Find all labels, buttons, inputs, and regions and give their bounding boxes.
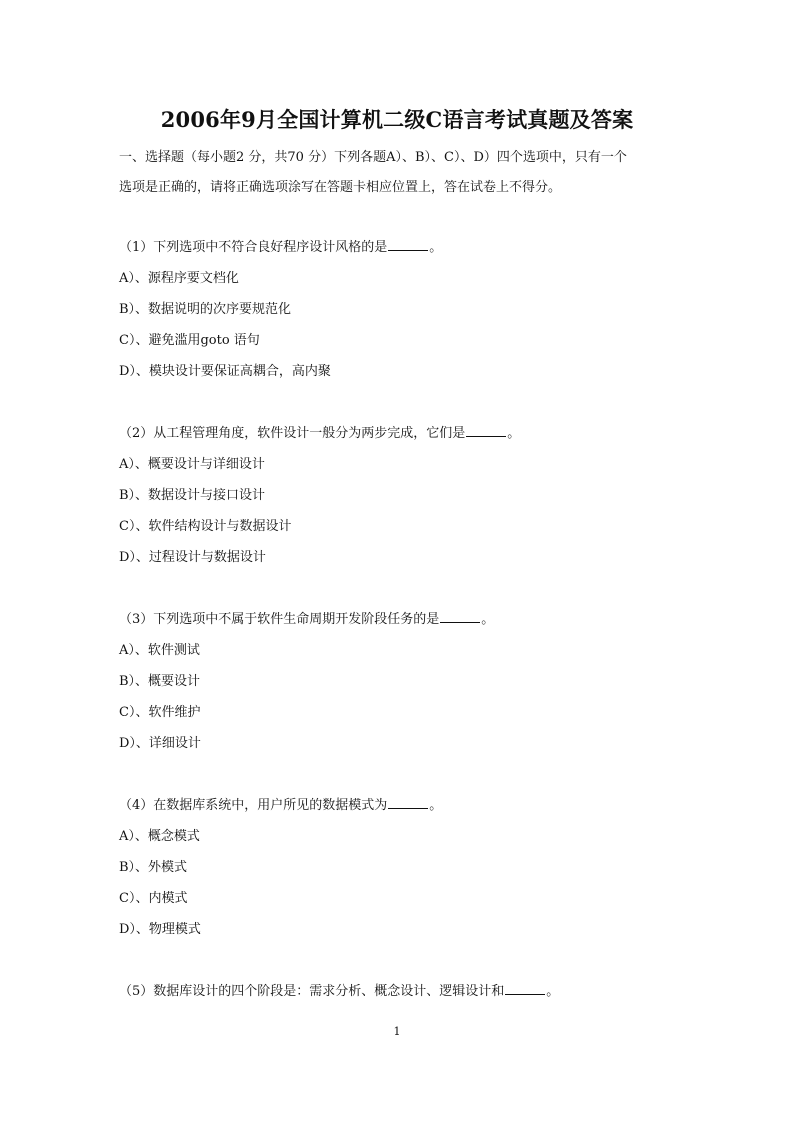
question-text: （2）从工程管理角度，软件设计一般分为两步完成，它们是	[119, 426, 466, 441]
question-5	[119, 976, 679, 1007]
question-stem	[119, 418, 679, 449]
option-a: A）、概念模式	[119, 829, 200, 844]
question-end: 。	[429, 798, 443, 813]
question-text: （5）数据库设计的四个阶段是：需求分析、概念设计、逻辑设计和	[119, 984, 505, 999]
question-stem	[119, 232, 679, 263]
intro-line: 选项是正确的，请将正确选项涂写在答题卡相应位置上，答在试卷上不得分。	[119, 180, 562, 195]
option-d: D）、详细设计	[119, 736, 201, 751]
question-end: 。	[429, 240, 443, 255]
option-c: C）、内模式	[119, 891, 188, 906]
option-b: B）、外模式	[119, 860, 188, 875]
question-text: （3）下列选项中不属于软件生命周期开发阶段任务的是	[119, 612, 440, 627]
answer-blank	[388, 796, 428, 809]
option-b: B）、数据说明的次序要规范化	[119, 302, 292, 317]
option-d: D）、物理模式	[119, 922, 201, 937]
question-1	[119, 232, 679, 387]
answer-blank	[388, 238, 428, 251]
question-list	[119, 232, 679, 1038]
intro-line: 一、选择题（每小题2 分，共70 分）下列各题A）、B）、C）、D）四个选项中，只有一个	[119, 150, 627, 165]
option-c: C）、软件维护	[119, 705, 201, 720]
option-b: B）、概要设计	[119, 674, 201, 689]
question-text: （1）下列选项中不符合良好程序设计风格的是	[119, 240, 388, 255]
question-4	[119, 790, 679, 945]
question-text: （4）在数据库系统中，用户所见的数据模式为	[119, 798, 388, 813]
option-c: C）、避免滥用goto 语句	[119, 333, 260, 348]
section-intro	[119, 143, 689, 203]
page-number: 1	[393, 1025, 401, 1038]
option-a: A）、概要设计与详细设计	[119, 457, 265, 472]
option-c: C）、软件结构设计与数据设计	[119, 519, 292, 534]
option-d: D）、过程设计与数据设计	[119, 550, 266, 565]
option-b: B）、数据设计与接口设计	[119, 488, 266, 503]
question-end: 。	[481, 612, 495, 627]
document-title: 2006年9月全国计算机二级C语言考试真题及答案	[160, 107, 634, 132]
option-a: A）、源程序要文档化	[119, 271, 239, 286]
question-3	[119, 604, 679, 759]
question-stem	[119, 790, 679, 821]
question-stem	[119, 604, 679, 635]
answer-blank	[466, 424, 506, 437]
question-end: 。	[546, 984, 560, 999]
question-2	[119, 418, 679, 573]
answer-blank	[505, 982, 545, 995]
option-a: A）、软件测试	[119, 643, 200, 658]
answer-blank	[440, 610, 480, 623]
question-end: 。	[507, 426, 521, 441]
question-stem	[119, 976, 679, 1007]
option-d: D）、模块设计要保证高耦合，高内聚	[119, 364, 331, 379]
